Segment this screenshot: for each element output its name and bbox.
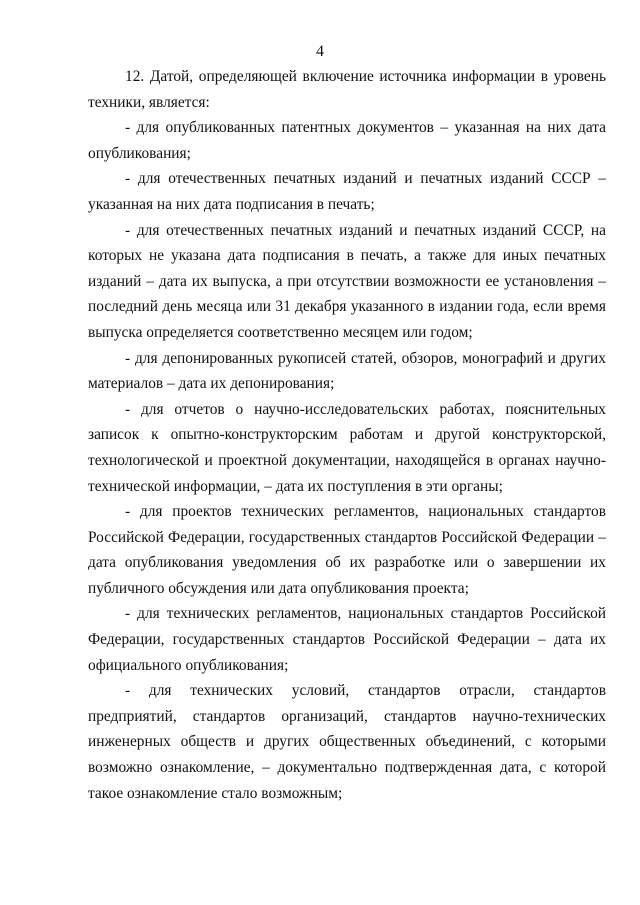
paragraph-deposited-manuscripts: - для депонированных рукописей статей, обзоров, монографий и других материалов – дата их депонирования; (88, 349, 606, 393)
paragraph-undated-print-editions: - для отечественных печатных изданий и печатных изданий СССР, на которых не указана дата подписания в печать, а также для иных печатных изданий – дата их выпуска, а при отсутствии возможности ее установления – последний день месяца или 31 декабря указанного в издании года, если время выпуска определяется соответственно месяцем или годом; (88, 221, 606, 341)
paragraph-technical-regulations: - для технических регламентов, национальных стандартов Российской Федерации, государственных стандартов Российской Федерации – дата их официального опубликования; (88, 605, 606, 674)
paragraph-intro: 12. Датой, определяющей включение источника информации в уровень техники, является: (88, 68, 606, 111)
page-number: 4 (316, 43, 324, 60)
document-body (88, 64, 606, 806)
paragraph-domestic-print-editions: - для отечественных печатных изданий и печатных изданий СССР – указанная на них дата подписания в печать; (88, 170, 606, 213)
paragraph-technical-conditions: - для технических условий, стандартов отрасли, стандартов предприятий, стандартов организаций, стандартов научно-технических инженерных обществ и других общественных объединений, с которыми возможно ознакомление, – документально подтвержденная дата, с которой такое ознакомление стало возможным; (88, 682, 606, 802)
paragraph-draft-regulations: - для проектов технических регламентов, национальных стандартов Российской Федерации, государственных стандартов Российской Федерации – дата опубликования уведомления об их разработке или о завершении их публичного обсуждения или дата опубликования проекта; (88, 503, 606, 597)
paragraph-patent-documents: - для опубликованных патентных документов – указанная на них дата опубликования; (88, 119, 606, 162)
paragraph-research-reports: - для отчетов о научно-исследовательских работах, пояснительных записок к опытно-конструкторским работам и другой конструкторской, технологической и проектной документации, находящейся в органах научно-технической информации, – дата их поступления в эти органы; (88, 400, 606, 495)
